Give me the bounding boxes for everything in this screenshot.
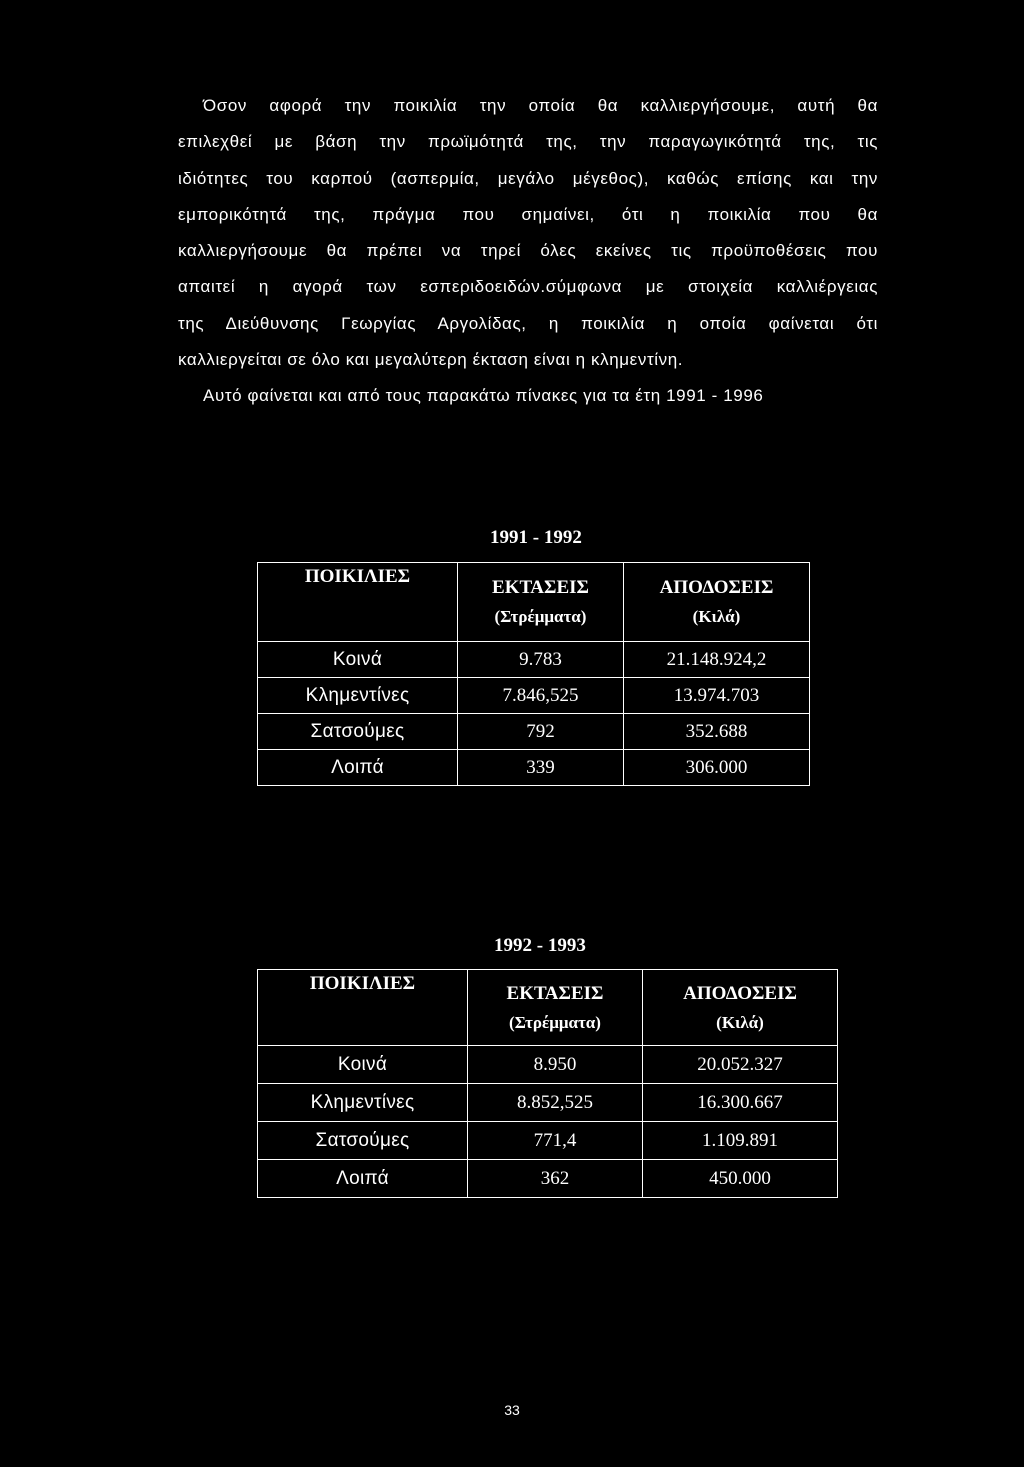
table-row: [258, 750, 810, 786]
table-title: 1992 - 1993: [494, 935, 586, 956]
area-cell: 792: [458, 714, 624, 750]
table-row: [258, 1122, 838, 1160]
header-yield: ΑΠΟΔΟΣΕΙΣ (Κιλά): [624, 563, 810, 642]
table-row: [258, 1046, 838, 1084]
yield-table: [257, 969, 838, 1198]
paragraph-line: της Διεύθυνσης Γεωργίας Αργολίδας, η ποικιλία η οποία φαίνεται ότι: [178, 313, 878, 333]
yield-cell: 450.000: [643, 1160, 838, 1198]
yield-cell: 16.300.667: [643, 1084, 838, 1122]
table-row: [258, 714, 810, 750]
area-cell: 9.783: [458, 642, 624, 678]
body-paragraph: [178, 88, 878, 415]
yield-cell: 1.109.891: [643, 1122, 838, 1160]
area-cell: 7.846,525: [458, 678, 624, 714]
variety-cell: Λοιπά: [258, 750, 458, 786]
area-cell: 8.950: [468, 1046, 643, 1084]
table-row: [258, 642, 810, 678]
table-row: [258, 1160, 838, 1198]
variety-cell: Λοιπά: [258, 1160, 468, 1198]
variety-cell: Κοινά: [258, 1046, 468, 1084]
header-area: ΕΚΤΑΣΕΙΣ (Στρέμματα): [468, 970, 643, 1046]
variety-cell: Κλημεντίνες: [258, 678, 458, 714]
paragraph-line: επιλεχθεί με βάση την πρωϊμότητά της, την παραγωγικότητά της, τις: [178, 132, 878, 152]
yield-cell: 306.000: [624, 750, 810, 786]
paragraph-line: ιδιότητες του καρπού (ασπερμία, μεγάλο μέγεθος), καθώς επίσης και την: [178, 168, 878, 188]
area-cell: 339: [458, 750, 624, 786]
paragraph-line: Αυτό φαίνεται και από τους παρακάτω πίνακες για τα έτη 1991 - 1996: [203, 386, 764, 406]
yield-cell: 21.148.924,2: [624, 642, 810, 678]
yield-cell: 352.688: [624, 714, 810, 750]
page-number: 33: [504, 1402, 520, 1418]
variety-cell: Κλημεντίνες: [258, 1084, 468, 1122]
table-row: [258, 678, 810, 714]
header-yield: ΑΠΟΔΟΣΕΙΣ (Κιλά): [643, 970, 838, 1046]
yield-cell: 13.974.703: [624, 678, 810, 714]
area-cell: 362: [468, 1160, 643, 1198]
variety-cell: Σατσούμες: [258, 714, 458, 750]
header-varieties: ΠΟΙΚΙΛΙΕΣ: [258, 563, 458, 642]
header-varieties: ΠΟΙΚΙΛΙΕΣ: [258, 970, 468, 1046]
yield-cell: 20.052.327: [643, 1046, 838, 1084]
paragraph-line: Όσον αφορά την ποικιλία την οποία θα καλλιεργήσουμε, αυτή θα: [203, 96, 878, 115]
paragraph-line: καλλιεργείται σε όλο και μεγαλύτερη έκταση είναι η κλημεντίνη.: [178, 350, 684, 370]
paragraph-line: απαιτεί η αγορά των εσπεριδοειδών.σύμφωνα με στοιχεία καλλιέργειας: [178, 277, 878, 297]
paragraph-line: εμπορικότητά της, πράγμα που σημαίνει, ότι η ποικιλία που θα: [178, 204, 878, 224]
area-cell: 771,4: [468, 1122, 643, 1160]
paragraph-line: καλλιεργήσουμε θα πρέπει να τηρεί όλες εκείνες τις προϋποθέσεις που: [178, 241, 878, 261]
table-row: [258, 1084, 838, 1122]
table-title: 1991 - 1992: [490, 527, 582, 548]
variety-cell: Κοινά: [258, 642, 458, 678]
area-cell: 8.852,525: [468, 1084, 643, 1122]
table-header-row: [258, 970, 838, 1046]
yield-table: [257, 562, 810, 786]
variety-cell: Σατσούμες: [258, 1122, 468, 1160]
table-header-row: [258, 563, 810, 642]
header-area: ΕΚΤΑΣΕΙΣ (Στρέμματα): [458, 563, 624, 642]
